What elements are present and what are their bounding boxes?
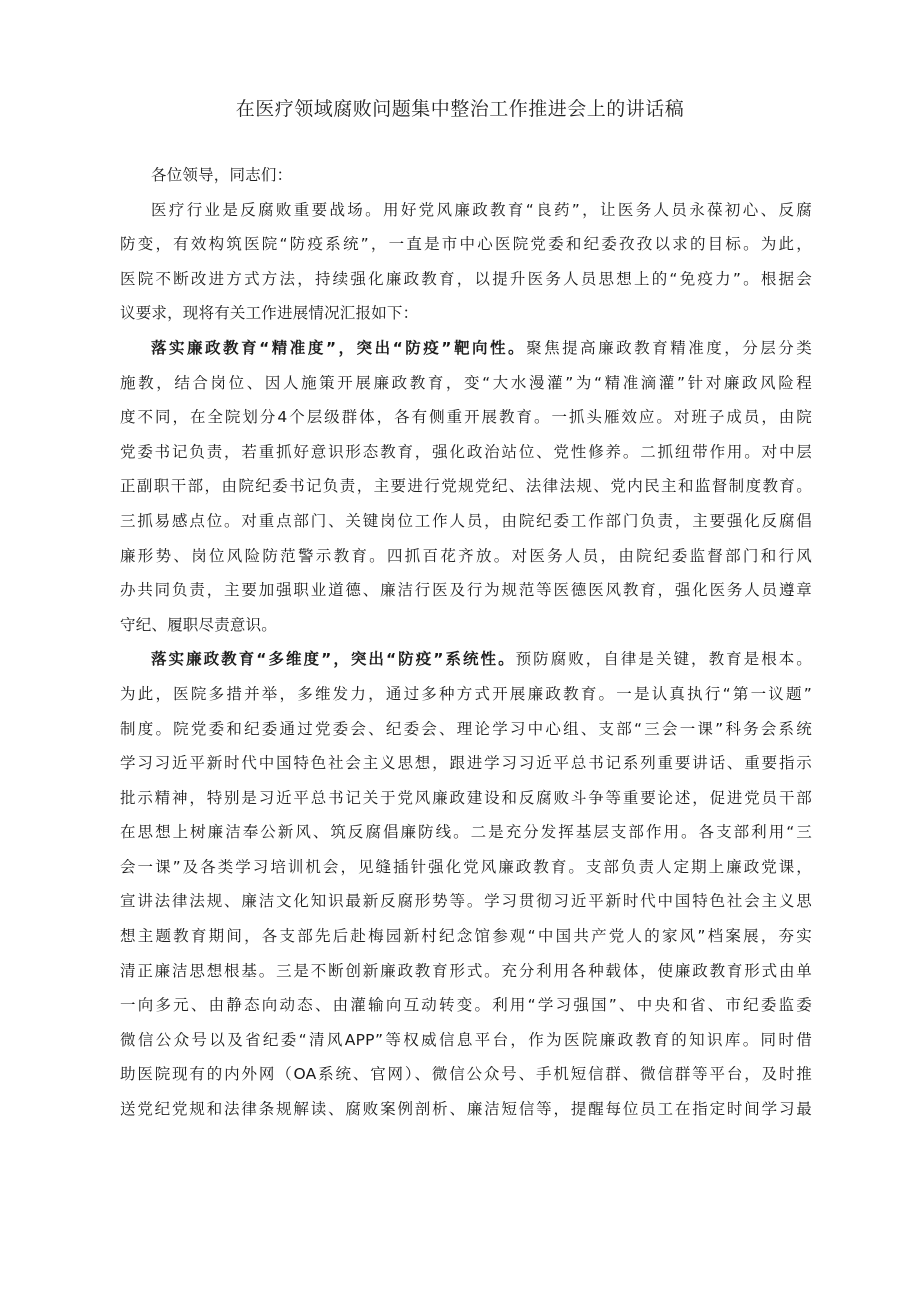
salutation: 各位领导，同志们： <box>151 166 293 184</box>
paragraph-3-first-line <box>120 642 812 677</box>
paragraph-3-line: 助医院现有的内外网（OA系统、官网）、微信公众号、手机短信群、微信群等平台，及时推 <box>120 1065 812 1084</box>
document-title: 在医疗领域腐败问题集中整治工作推进会上的讲话稿 <box>235 98 685 120</box>
paragraph-2-first-line <box>120 331 812 366</box>
paragraph-2-line: 守纪、履职尽责意识。 <box>120 615 278 634</box>
paragraph-1-line: 医院不断改进方式方法，持续强化廉政教育，以提升医务人员思想上的“免疫力”。根据会 <box>120 269 812 288</box>
paragraph-3-line: 批示精神，特别是习近平总书记关于党风廉政建设和反腐败斗争等重要论述，促进党员干部 <box>120 788 812 807</box>
paragraph-1-line: 医疗行业是反腐败重要战场。用好党风廉政教育“良药”，让医务人员永葆初心、反腐 <box>151 200 812 219</box>
paragraph-3-line: 宣讲法律法规、廉洁文化知识最新反腐形势等。学习贯彻习近平新时代中国特色社会主义思 <box>120 892 812 911</box>
paragraph-3-line: 制度。院党委和纪委通过党委会、纪委会、理论学习中心组、支部“三会一课”科务会系统 <box>120 719 812 738</box>
paragraph-2-line: 度不同，在全院划分4个层级群体，各有侧重开展教育。一抓头雁效应。对班子成员，由院 <box>120 408 812 427</box>
paragraph-3-line: 一向多元、由静态向动态、由灌输向互动转变。利用“学习强国”、中央和省、市纪委监委 <box>120 996 812 1015</box>
paragraph-2-line: 三抓易感点位。对重点部门、关键岗位工作人员，由院纪委工作部门负责，主要强化反腐倡 <box>120 511 812 530</box>
paragraph-2-line: 正副职干部，由院纪委书记负责，主要进行党规党纪、法律法规、党内民主和监督制度教育。 <box>120 477 812 496</box>
paragraph-2-line: 党委书记负责，若重抓好意识形态教育，强化政治站位、党性修养。二抓纽带作用。对中层 <box>120 442 812 461</box>
paragraph-2-line: 施教，结合岗位、因人施策开展廉政教育，变“大水漫灌”为“精准滴灌”针对廉政风险程 <box>120 373 812 392</box>
paragraph-3-line: 会一课”及各类学习培训机会，见缝插针强化党风廉政教育。支部负责人定期上廉政党课， <box>120 857 812 876</box>
document-body <box>120 158 812 1127</box>
paragraph-3-line: 微信公众号以及省纪委“清风APP”等权威信息平台，作为医院廉政教育的知识库。同时借 <box>120 1030 812 1049</box>
paragraph-3-line: 想主题教育期间，各支部先后赴梅园新村纪念馆参观“中国共产党人的家风”档案展，夯实 <box>120 927 812 946</box>
paragraph-3-heading: 落实廉政教育“多维度”，突出“防疫”系统性。 <box>151 650 516 669</box>
paragraph-3-line: 在思想上树廉洁奉公新风、筑反腐倡廉防线。二是充分发挥基层支部作用。各支部利用“三 <box>120 823 812 842</box>
paragraph-1-line: 议要求，现将有关工作进展情况汇报如下： <box>120 304 419 323</box>
paragraph-3-line: 送党纪党规和法律条规解读、腐败案例剖析、廉洁短信等，提醒每位员工在指定时间学习最 <box>120 1100 812 1119</box>
paragraph-3-lead: 预防腐败，自律是关键，教育是根本。 <box>515 650 812 669</box>
paragraph-3-line: 清正廉洁思想根基。三是不断创新廉政教育形式。充分利用各种载体，使廉政教育形式由单 <box>120 961 812 980</box>
paragraph-2-heading: 落实廉政教育“精准度”，突出“防疫”靶向性。 <box>151 338 527 357</box>
paragraph-3-line: 为此，医院多措并举，多维发力，通过多种方式开展廉政教育。一是认真执行“第一议题” <box>120 684 812 703</box>
paragraph-2-line: 办共同负责，主要加强职业道德、廉洁行医及行为规范等医德医风教育，强化医务人员遵章 <box>120 581 812 600</box>
paragraph-2-lead: 聚焦提高廉政教育精准度，分层分类 <box>526 338 812 357</box>
paragraph-1-line: 防变，有效构筑医院“防疫系统”，一直是市中心医院党委和纪委孜孜以求的目标。为此， <box>120 235 812 254</box>
paragraph-2-line: 廉形势、岗位风险防范警示教育。四抓百花齐放。对医务人员，由院纪委监督部门和行风 <box>120 546 812 565</box>
paragraph-3-line: 学习习近平新时代中国特色社会主义思想，跟进学习习近平总书记系列重要讲话、重要指示 <box>120 754 812 773</box>
